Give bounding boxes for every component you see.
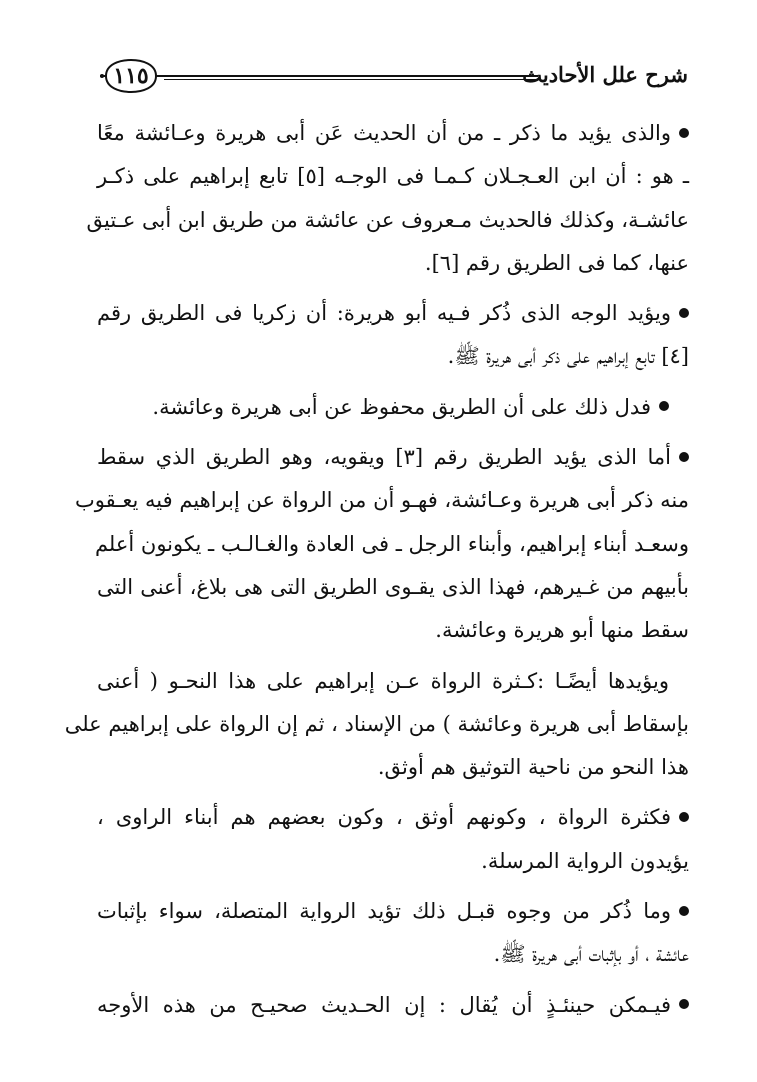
paragraph — [97, 386, 689, 429]
bullet-icon — [659, 401, 669, 411]
page-body — [64, 112, 689, 1034]
line-text: فدل ذلك على أن الطريق محفوظ عن أبى هريرة وعائشة. — [152, 394, 651, 419]
paragraph — [86, 112, 689, 285]
text-line: ـ هو : أن ابن العـجـلان كـمـا فى الوجـه [٥] تابع إبراهيم على ذكـر — [97, 164, 689, 189]
paragraph — [74, 436, 689, 652]
text-line — [97, 386, 689, 429]
paragraph — [97, 984, 689, 1027]
bullet-icon — [679, 128, 689, 138]
bullet-icon — [679, 308, 689, 318]
bullet-icon — [679, 452, 689, 462]
text-line — [97, 796, 689, 839]
text-line: هذا النحو من ناحية التوثيق هم أوثق. — [377, 755, 689, 780]
text-line — [97, 984, 689, 1027]
running-header — [98, 56, 688, 100]
text-line — [97, 436, 689, 479]
paragraph — [64, 660, 689, 790]
bullet-icon — [679, 812, 689, 822]
text-line: عنها، كما فى الطريق رقم [٦]. — [424, 250, 689, 275]
line-text: فكثرة الرواة ، وكونهم أوثق ، وكون بعضهم هم أبناء الراوى ، — [97, 805, 671, 830]
text-line: يؤيدون الرواية المرسلة. — [481, 848, 689, 873]
line-text: أما الذى يؤيد الطريق رقم [٣] ويقويه، وهو الطريق الذي سقط — [97, 445, 671, 470]
text-line: وسعـد أبناء إبراهيم، وأبناء الرجل ـ فى العادة والغـالـب ـ يكونون أعلم — [94, 531, 689, 556]
text-line: عائشـة، وكذلك فالحديث مـعروف عن عائشة من طريق ابن أبى عـتيق — [86, 207, 689, 232]
line-text: والذى يؤيد ما ذكر ـ من أن الحديث عَن أبى هريرة وعـائشة معًا — [97, 121, 671, 145]
header-rule-thin — [164, 79, 538, 80]
text-line: منه ذكر أبى هريرة وعـائشة، فهـو أن من الرواة عن إبراهيم فيه يعـقوب — [74, 488, 689, 513]
paragraph — [97, 890, 689, 977]
text-line — [97, 890, 689, 933]
text-line: [٤] تابع إبراهيم على ذكر أبى هريرة ﷺ. — [447, 344, 689, 369]
text-line: ويؤيدها أيضًـا :كـثرة الرواة عـن إبراهيم على هذا النحـو ( أعنى — [97, 668, 669, 693]
text-line: سقط منها أبو هريرة وعائشة. — [435, 618, 689, 643]
book-title: شرح علل الأحاديث — [522, 62, 688, 87]
page-number-ornament — [98, 56, 164, 96]
line-text: ويؤيد الوجه الذى ذُكر فـيه أبو هريرة: أن زكريا فى الطريق رقم — [97, 301, 671, 326]
text-line: بإسقاط أبى هريرة وعائشة ) من الإسناد ، ثم إن الرواة على إبراهيم على — [64, 711, 689, 736]
text-line: بأبيهم من غـيرهم، فهذا الذى يقـوى الطريق التى هى بلاغ، أعنى التى — [97, 574, 689, 599]
page-number: ١١٥ — [113, 63, 149, 89]
bullet-icon — [679, 999, 689, 1009]
text-line: عائشة ، أو بإثبات أبى هريرة ﷺ. — [493, 942, 689, 967]
header-rule — [164, 75, 538, 77]
paragraph — [97, 292, 689, 379]
line-text: وما ذُكر من وجوه قبـل ذلك تؤيد الرواية المتصلة، سواء بإثبات — [97, 899, 671, 924]
line-text: فيـمكن حينئـذٍ أن يُقال : إن الحـديث صحيـح من هذه الأوجه — [97, 992, 671, 1017]
text-line — [97, 112, 689, 155]
paragraph — [97, 796, 689, 883]
bullet-icon — [679, 906, 689, 916]
text-line — [97, 292, 689, 335]
